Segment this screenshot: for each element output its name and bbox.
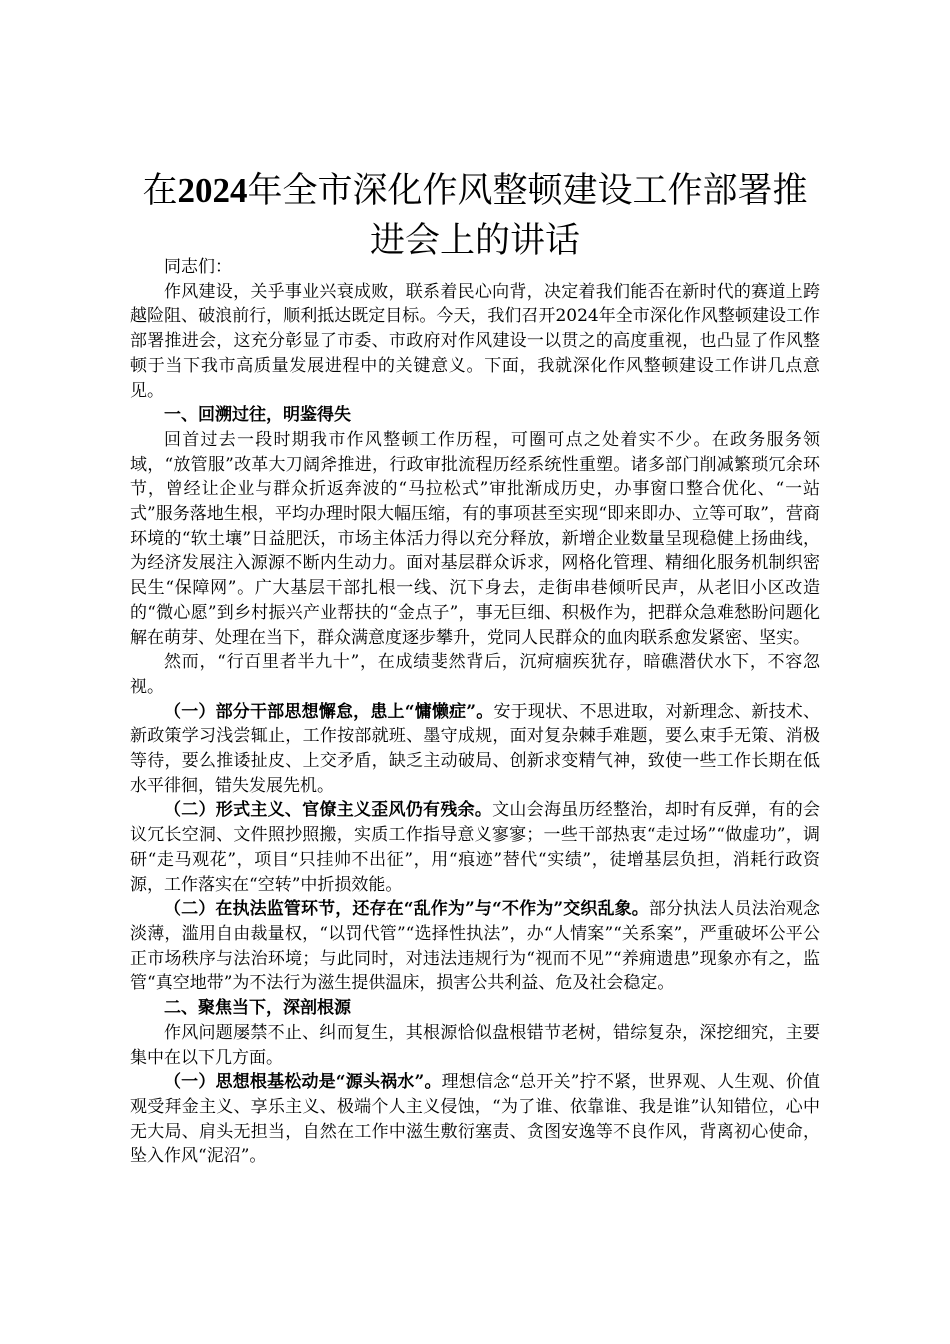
problem-1-text: 安于现状、不思进取，对新理念、新技术、新政策学习浅尝辄止，工作按部就班、墨守成规，面对复杂棘手难题，要么束手无策、消极等待，要么推诿扯皮、上交矛盾，缺乏主动破局、创新求变精气神，致使一些工作长期在低水平徘徊，错失发展先机。 [130, 701, 821, 796]
section-heading-1: 一、回溯过往，明鉴得失 [164, 405, 351, 426]
title-prefix: 在 [142, 171, 178, 211]
document-body [130, 255, 820, 1169]
root-1-lead: （一）思想根基松动是“源头祸水”。 [164, 1072, 442, 1093]
title-year: 2024 [177, 171, 248, 210]
paragraph-intro: 作风建设，关乎事业兴衰成败，联系着民心向背，决定着我们能否在新时代的赛道上跨越险阻、破浪前行，顺利抵达既定目标。今天，我们召开2024年全市深化作风整顿建设工作部署推进会，这充分彰显了市委、市政府对作风建设一以贯之的高度重视，也凸显了作风整顿于当下我市高质量发展进程中的关键意义。下面，我就深化作风整顿建设工作讲几点意见。 [130, 281, 820, 401]
problem-1-lead: （一）部分干部思想懈怠，患上“慵懒症”。 [164, 701, 494, 722]
problem-2-text: 文山会海虽历经整治，却时有反弹，有的会议冗长空洞、文件照抄照搬，实质工作指导意义寥寥；一些干部热衷“走过场”“做虚功”，调研“走马观花”，项目“只挂帅不出征”，用“痕迹”替代“实绩”，徒增基层负担，消耗行政资源，工作落实在“空转”中折损效能。 [130, 800, 821, 895]
document-title [130, 166, 820, 266]
paragraph-root-intro: 作风问题屡禁不止、纠而复生，其根源恰似盘根错节老树，错综复杂，深挖细究，主要集中在以下几方面。 [130, 1022, 820, 1068]
problem-2-lead: （二）形式主义、官僚主义歪风仍有残余。 [164, 800, 493, 821]
paragraph-review: 回首过去一段时期我市作风整顿工作历程，可圈可点之处着实不少。在政务服务领域，“放管服”改革大刀阔斧推进，行政审批流程历经系统性重塑。诸多部门削减繁琐冗余环节，曾经让企业与群众折返奔波的“马拉松式”审批渐成历史，办事窗口整合优化、“一站式”服务落地生根，平均办理时限大幅压缩，有的事项甚至实现“即来即办、立等可取”，营商环境的“软土壤”日益肥沃，市场主体活力得以充分释放，新增企业数量呈现稳健上扬曲线，为经济发展注入源源不断内生动力。面对基层群众诉求，网格化管理、精细化服务机制织密民生“保障网”。广大基层干部扎根一线、沉下身去，走街串巷倾听民声，从老旧小区改造的“微心愿”到乡村振兴产业帮扶的“金点子”，事无巨细、积极作为，把群众急难愁盼问题化解在萌芽、处理在当下，群众满意度逐步攀升，党同人民群众的血肉联系愈发紧密、坚实。 [130, 429, 820, 648]
paragraph-root-1 [130, 1070, 820, 1169]
section-heading-2: 二、聚焦当下，深剖根源 [164, 998, 351, 1019]
paragraph-problem-1 [130, 700, 820, 799]
root-1-text: 理想信念“总开关”拧不紧，世界观、人生观、价值观受拜金主义、享乐主义、极端个人主义侵蚀，“为了谁、依靠谁、我是谁”认知错位，心中无大局、肩头无担当，自然在工作中滋生敷衍塞责、贪图安逸等不良作风，背离初心使命，坠入作风“泥沼”。 [130, 1072, 820, 1167]
paragraph-problem-3 [130, 897, 820, 996]
paragraph-however: 然而，“行百里者半九十”，在成绩斐然背后，沉疴痼疾犹存，暗礁潜伏水下，不容忽视。 [130, 652, 820, 697]
problem-3-text: 部分执法人员法治观念淡薄，滥用自由裁量权，“以罚代管”“选择性执法”，办“人情案”“关系案”，严重破坏公平公正市场秩序与法治环境；与此同时，对违法违规行为“视而不见”“养痈遗患”现象亦有之，监管“真空地带”为不法行为滋生提供温床，损害公共利益、危及社会稳定。 [130, 899, 820, 994]
salutation: 同志们： [164, 257, 232, 277]
paragraph-problem-2 [130, 798, 820, 897]
problem-3-lead: （二）在执法监管环节，还存在“乱作为”与“不作为”交织乱象。 [164, 899, 649, 920]
title-rest: 年全市深化作风整顿建设工作部署推进会上的讲话 [247, 171, 808, 261]
